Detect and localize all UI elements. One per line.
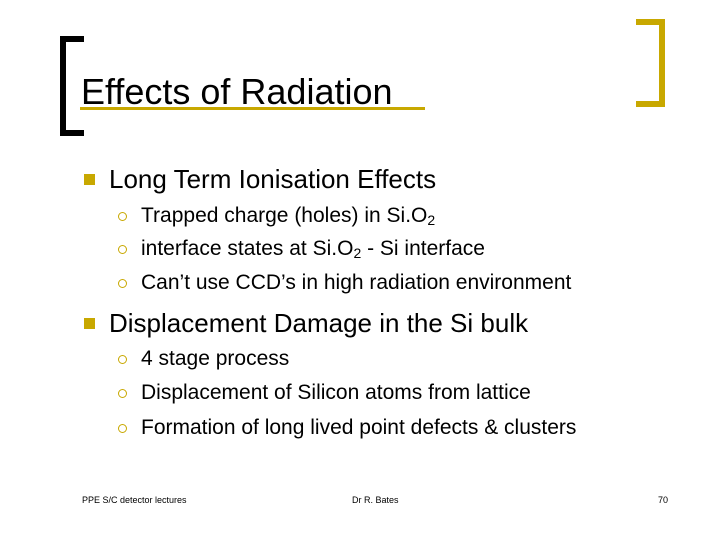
ring-bullet-icon (118, 279, 127, 288)
bullet-heading: Long Term Ionisation Effects (109, 164, 437, 194)
sub-bullet-text: Displacement of Silicon atoms from lattice (141, 381, 531, 404)
footer-author: Dr R. Bates (352, 495, 399, 505)
square-bullet-icon (84, 174, 95, 185)
sub-bullet-text: interface states at $Si.O_2$ - Si interface (141, 237, 485, 261)
ring-bullet-icon (118, 389, 127, 398)
ring-bullet-icon (118, 355, 127, 364)
square-bullet-icon (84, 318, 95, 329)
sub-bullet-text: 4 stage process (141, 347, 290, 370)
ring-bullet-icon (118, 245, 127, 254)
slide-title: Effects of Radiation (81, 71, 393, 112)
sub-bullet-text: Can’t use CCD’s in high radiation environment (141, 271, 572, 294)
footer-left: PPE S/C detector lectures (82, 495, 187, 505)
ring-bullet-icon (118, 424, 127, 433)
ring-bullet-icon (118, 212, 127, 221)
footer-page-number: 70 (658, 495, 669, 505)
sub-bullet-text: Trapped charge (holes) in $Si.O_2$ (141, 204, 436, 228)
sub-bullet-text: Formation of long lived point defects & clusters (141, 416, 577, 439)
right-title-bracket (636, 19, 666, 107)
bullet-heading: Displacement Damage in the Si bulk (109, 308, 529, 338)
